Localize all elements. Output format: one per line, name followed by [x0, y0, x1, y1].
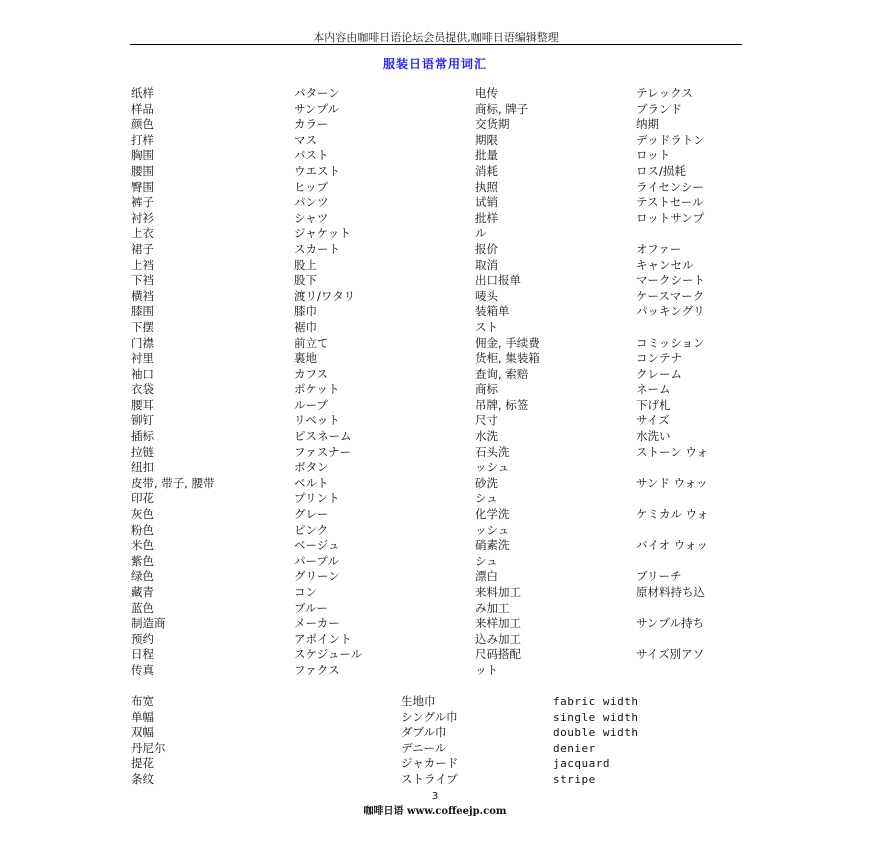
table-row	[0, 663, 870, 679]
japanese-term: 裏地	[294, 351, 317, 366]
table-row	[0, 476, 870, 492]
japanese-term: 渡リ/ワタリ	[294, 288, 356, 303]
chinese-term: 紫色	[131, 553, 154, 568]
japanese-term: 原材料持ち込	[636, 585, 705, 599]
table-row	[0, 460, 870, 476]
japanese-term: ケースマーク	[636, 288, 705, 303]
chinese-term: 砂洗	[475, 475, 498, 490]
japanese-term: リベット	[294, 413, 340, 428]
table-row	[0, 242, 870, 258]
chinese-term: 上裆	[131, 257, 154, 272]
japanese-term: コミッション	[636, 335, 705, 350]
japanese-term: シングル巾	[401, 709, 458, 724]
table-row	[0, 180, 870, 196]
japanese-term: パープル	[294, 553, 339, 568]
chinese-term: 批样	[475, 210, 498, 225]
japanese-term: カラー	[294, 117, 329, 132]
japanese-term: ストーン ウォ	[636, 444, 708, 459]
japanese-term: ケミカル ウォ	[636, 507, 709, 522]
japanese-term: ブリーチ	[636, 569, 682, 584]
chinese-term: 漂白	[475, 569, 498, 584]
chinese-term: シュ	[475, 553, 498, 568]
japanese-term: ネーム	[636, 382, 671, 397]
chinese-term: 纽扣	[131, 460, 154, 475]
table-row	[0, 211, 870, 227]
japanese-term: ライセンシー	[636, 179, 705, 194]
table-row	[0, 367, 870, 383]
chinese-term: 执照	[475, 179, 498, 194]
table-row	[0, 601, 870, 617]
japanese-term: 前立て	[294, 335, 329, 350]
chinese-term: 水洗	[475, 429, 498, 444]
table-row	[0, 258, 870, 274]
chinese-term: ッシュ	[475, 522, 510, 537]
chinese-term: 双幅	[131, 725, 154, 740]
table-row	[0, 289, 870, 305]
chinese-term: 膝围	[131, 304, 154, 319]
chinese-term: 消耗	[475, 163, 498, 178]
japanese-term: コンテナ	[636, 351, 682, 366]
chinese-term: ル	[475, 226, 487, 241]
chinese-term: 裤子	[131, 195, 154, 210]
japanese-term: ベージュ	[294, 538, 340, 553]
chinese-term: 尺寸	[475, 413, 498, 428]
chinese-term: 衣袋	[131, 382, 154, 397]
page-header: 本内容由咖啡日语论坛会员提供,咖啡日语编辑整理	[313, 31, 559, 44]
chinese-term: 装箱单	[475, 304, 510, 319]
japanese-term: コン	[294, 585, 317, 599]
table-row	[0, 710, 870, 726]
chinese-term: 裙子	[131, 241, 154, 256]
japanese-term: ブランド	[636, 101, 682, 116]
english-term: fabric width	[553, 695, 639, 708]
english-term: single width	[553, 710, 639, 724]
chinese-term: 拉链	[131, 444, 154, 459]
vocab-table	[0, 86, 870, 679]
chinese-term: 商标, 牌子	[475, 101, 529, 116]
table-row	[0, 382, 870, 398]
japanese-term: アポイント	[294, 631, 352, 646]
table-row	[0, 725, 870, 741]
chinese-term: 布宽	[131, 694, 154, 708]
japanese-term: ループ	[294, 397, 328, 412]
table-row	[0, 133, 870, 149]
chinese-term: 商标	[475, 382, 498, 397]
chinese-term: 提花	[131, 756, 154, 771]
table-row	[0, 585, 870, 601]
chinese-term: 铆钉	[131, 413, 154, 428]
chinese-term: 货柜, 集装箱	[475, 351, 540, 366]
chinese-term: 传真	[131, 662, 154, 677]
table-row	[0, 195, 870, 211]
chinese-term: 条纹	[131, 771, 154, 786]
japanese-term: グリーン	[294, 569, 340, 584]
chinese-term: 插标	[131, 429, 154, 444]
chinese-term: 唛头	[475, 288, 498, 303]
japanese-term: ロットサンプ	[636, 210, 705, 225]
table-row	[0, 523, 870, 539]
english-term: jacquard	[553, 757, 610, 771]
japanese-term: ロス/损耗	[636, 163, 686, 178]
chinese-term: 取消	[475, 257, 498, 272]
japanese-term: ジャカード	[401, 756, 459, 771]
table-row	[0, 491, 870, 507]
chinese-term: 衬里	[131, 351, 154, 366]
table-row	[0, 445, 870, 461]
japanese-term: マークシート	[636, 273, 705, 288]
chinese-term: 横裆	[131, 288, 154, 303]
fabric-vocab-table	[0, 694, 870, 788]
english-term: denier	[553, 741, 596, 755]
chinese-term: 腰围	[131, 163, 154, 178]
japanese-term: ベルト	[294, 475, 329, 490]
chinese-term: 腰耳	[131, 397, 154, 412]
japanese-term: ジャケット	[294, 226, 351, 241]
japanese-term: メーカー	[294, 616, 340, 631]
header-rule	[130, 44, 742, 45]
chinese-term: 单幅	[131, 709, 154, 724]
japanese-term: バスト	[294, 148, 329, 163]
japanese-term: スケジュール	[294, 647, 363, 662]
chinese-term: 化学洗	[475, 507, 510, 522]
table-row	[0, 554, 870, 570]
japanese-term: デッドラトン	[636, 132, 705, 147]
table-row	[0, 320, 870, 336]
chinese-term: 臀围	[131, 179, 154, 194]
japanese-term: グレー	[294, 507, 329, 522]
chinese-term: 込み加工	[475, 631, 521, 646]
chinese-term: 尺码搭配	[475, 647, 521, 662]
chinese-term: 灰色	[131, 507, 154, 522]
table-row	[0, 398, 870, 414]
table-row	[0, 226, 870, 242]
table-row	[0, 616, 870, 632]
chinese-term: 纸样	[131, 86, 154, 100]
chinese-term: 报价	[475, 241, 498, 256]
table-row	[0, 273, 870, 289]
japanese-term: 股下	[294, 273, 317, 288]
japanese-term: サイズ別アソ	[636, 647, 705, 662]
table-row	[0, 164, 870, 180]
chinese-term: 门襟	[131, 335, 154, 350]
japanese-term: ポケット	[294, 382, 340, 397]
japanese-term: シャツ	[294, 210, 329, 225]
japanese-term: パッキングリ	[636, 304, 705, 319]
table-row	[0, 429, 870, 445]
japanese-term: ヒップ	[294, 179, 329, 194]
table-row	[0, 117, 870, 133]
chinese-term: 来料加工	[475, 585, 521, 599]
japanese-term: ピンク	[294, 522, 329, 537]
chinese-term: 藏青	[131, 585, 154, 599]
chinese-term: 试销	[475, 195, 498, 210]
chinese-term: 日程	[131, 647, 154, 662]
page-footer: 咖啡日语 www.coffeejp.com	[363, 806, 507, 817]
chinese-term: 绿色	[131, 569, 154, 584]
chinese-term: ット	[475, 662, 498, 677]
table-row	[0, 351, 870, 367]
chinese-term: 样品	[131, 101, 154, 116]
japanese-term: ストライプ	[401, 771, 458, 786]
chinese-term: 吊牌, 标签	[475, 397, 529, 412]
chinese-term: 颜色	[131, 117, 154, 132]
chinese-term: 电传	[475, 86, 498, 100]
table-row	[0, 413, 870, 429]
chinese-term: 袖口	[131, 366, 154, 381]
chinese-term: 上衣	[131, 226, 154, 241]
japanese-term: マス	[294, 132, 317, 147]
japanese-term: ピスネーム	[294, 429, 352, 444]
table-row	[0, 86, 870, 102]
japanese-term: サンド ウォッ	[636, 475, 708, 490]
chinese-term: 丹尼尔	[131, 740, 166, 755]
chinese-term: 批量	[475, 148, 498, 163]
chinese-term: 硝素洗	[475, 538, 510, 553]
japanese-term: テストセール	[636, 195, 704, 210]
japanese-term: プリント	[294, 491, 340, 506]
chinese-term: 石头洗	[475, 444, 510, 459]
japanese-term: サイズ	[636, 413, 670, 428]
japanese-term: クレーム	[636, 366, 682, 381]
japanese-term: 膝巾	[294, 304, 317, 319]
japanese-term: 股上	[294, 257, 317, 272]
japanese-term: ウエスト	[294, 163, 340, 178]
chinese-term: 制造商	[131, 616, 166, 631]
chinese-term: ッシュ	[475, 460, 510, 475]
japanese-term: オファー	[636, 241, 682, 256]
chinese-term: 查询, 索赔	[475, 366, 529, 381]
japanese-term: カフス	[294, 366, 329, 381]
table-row	[0, 304, 870, 320]
japanese-term: デニール	[401, 740, 447, 755]
chinese-term: 粉色	[131, 522, 154, 537]
japanese-term: ボタン	[294, 460, 329, 475]
japanese-term: キャンセル	[636, 257, 694, 272]
chinese-term: シュ	[475, 491, 498, 506]
japanese-term: 生地巾	[401, 694, 436, 708]
table-row	[0, 148, 870, 164]
chinese-term: 衬衫	[131, 210, 154, 225]
chinese-term: 米色	[131, 538, 154, 553]
japanese-term: 纳期	[636, 117, 659, 132]
table-row	[0, 647, 870, 663]
table-row	[0, 756, 870, 772]
page-number: 3	[431, 791, 439, 802]
chinese-term: 来样加工	[475, 616, 521, 631]
japanese-term: 裾巾	[294, 319, 317, 334]
table-row	[0, 102, 870, 118]
table-row	[0, 741, 870, 757]
table-row	[0, 569, 870, 585]
chinese-term: 下裆	[131, 273, 154, 288]
japanese-term: ロット	[636, 148, 671, 163]
table-row	[0, 336, 870, 352]
chinese-term: 蓝色	[131, 600, 154, 615]
japanese-term: ブルー	[294, 600, 329, 615]
chinese-term: 预约	[131, 631, 154, 646]
chinese-term: 胸围	[131, 148, 154, 163]
page-title: 服装日语常用词汇	[382, 57, 487, 71]
japanese-term: サンプル持ち	[636, 616, 704, 631]
english-term: double width	[553, 726, 639, 740]
japanese-term: 水洗い	[636, 429, 671, 444]
japanese-term: サンプル	[294, 101, 339, 116]
chinese-term: 出口报单	[475, 273, 521, 288]
chinese-term: 皮带, 带子, 腰带	[131, 475, 215, 490]
chinese-term: スト	[475, 319, 498, 334]
japanese-term: 下げ札	[636, 397, 671, 412]
japanese-term: バイオ ウォッ	[636, 538, 708, 553]
chinese-term: み加工	[475, 600, 510, 615]
japanese-term: テレックス	[636, 86, 694, 100]
chinese-term: 下摆	[131, 319, 154, 334]
english-term: stripe	[553, 772, 596, 786]
japanese-term: スカート	[294, 241, 340, 256]
japanese-term: パンツ	[294, 195, 329, 210]
table-row	[0, 632, 870, 648]
chinese-term: 交货期	[475, 117, 510, 132]
table-row	[0, 538, 870, 554]
table-row	[0, 507, 870, 523]
japanese-term: ダブル巾	[401, 725, 447, 740]
table-row	[0, 694, 870, 710]
chinese-term: 期限	[475, 132, 498, 147]
table-row	[0, 772, 870, 788]
japanese-term: ファスナー	[294, 444, 352, 459]
chinese-term: 佣金, 手续费	[475, 335, 540, 350]
chinese-term: 印花	[131, 491, 154, 506]
japanese-term: ファクス	[294, 662, 340, 677]
chinese-term: 打样	[131, 132, 154, 147]
japanese-term: パターン	[294, 86, 340, 100]
